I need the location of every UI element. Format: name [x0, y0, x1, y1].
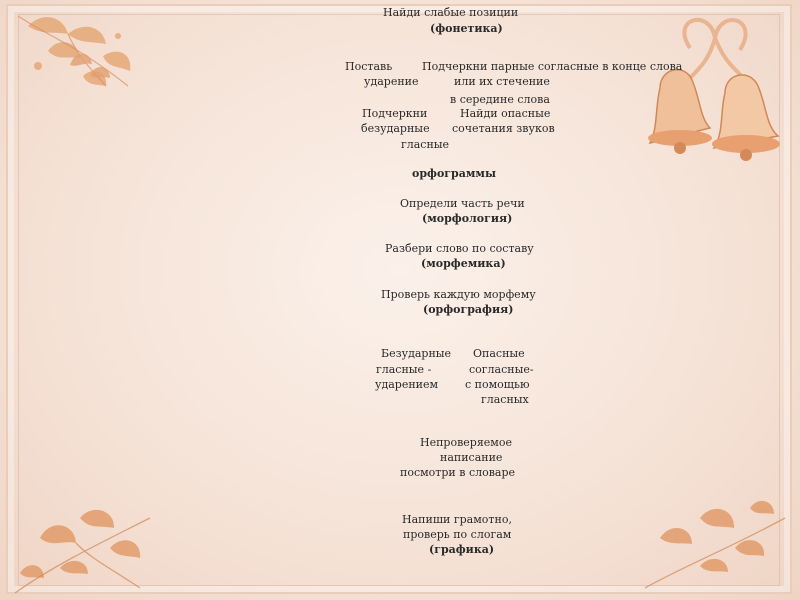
- unverifiable-line-1: Непроверяемое: [420, 436, 512, 449]
- left-b-line-1: Подчеркни: [362, 107, 428, 120]
- bells-decoration-icon: [630, 8, 790, 178]
- unverifiable-line-3: посмотри в словаре: [400, 466, 516, 479]
- dangerous-line-2: согласные-: [469, 363, 534, 376]
- dangerous-line-4: гласных: [481, 393, 529, 406]
- step-morpheme: Разбери слово по составу: [385, 242, 534, 255]
- right-a-line-1: Подчеркни парные согласные в конце слова: [422, 60, 683, 73]
- title-line-1: Найди слабые позиции: [383, 6, 519, 19]
- right-b-line-1: Найди опасные: [460, 107, 551, 120]
- flower-decoration-bottom-left-icon: [10, 498, 170, 596]
- unverifiable-line-2: написание: [440, 451, 503, 464]
- final-line-1: Напиши грамотно,: [402, 513, 512, 526]
- unstressed-line-1: Безударные: [381, 347, 452, 360]
- step-check: Проверь каждую морфему: [381, 288, 536, 301]
- orthograms-heading: орфограммы: [412, 167, 496, 180]
- flower-decoration-bottom-right-icon: [640, 488, 790, 592]
- right-a-line-2: или их стечение: [454, 75, 550, 88]
- step-part-of-speech-sub: (морфология): [422, 212, 513, 225]
- right-a-line-3: в середине слова: [450, 93, 550, 106]
- dangerous-line-1: Опасные: [473, 347, 525, 360]
- dangerous-line-3: с помощью: [465, 378, 530, 391]
- unstressed-line-2: гласные -: [376, 363, 432, 376]
- flower-decoration-left-icon: [60, 40, 120, 90]
- left-b-line-3: гласные: [401, 138, 450, 151]
- final-line-2: проверь по слогам: [403, 528, 512, 541]
- step-part-of-speech: Определи часть речи: [400, 197, 525, 210]
- final-line-3: (графика): [429, 543, 495, 556]
- unstressed-line-3: ударением: [375, 378, 439, 391]
- left-a-line-1: Поставь: [345, 60, 393, 73]
- title-line-2: (фонетика): [430, 22, 503, 35]
- right-b-line-2: сочетания звуков: [452, 122, 555, 135]
- step-check-sub: (орфография): [423, 303, 514, 316]
- left-b-line-2: безударные: [361, 122, 430, 135]
- left-a-line-2: ударение: [364, 75, 419, 88]
- step-morpheme-sub: (морфемика): [421, 257, 506, 270]
